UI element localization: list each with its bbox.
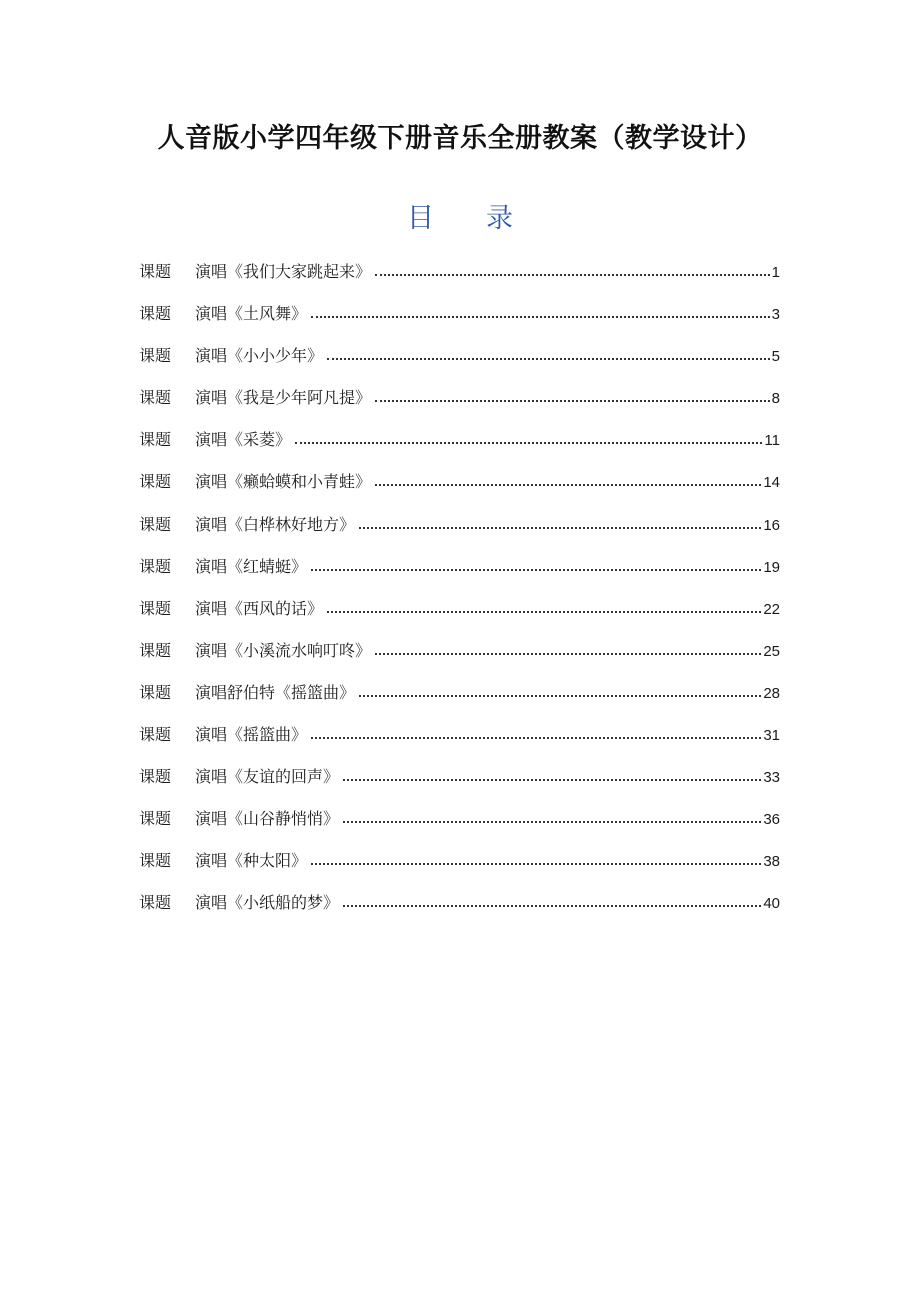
toc-entry[interactable] (139, 596, 780, 638)
toc-entry-title: 演唱《山谷静悄悄》 (195, 809, 340, 829)
toc-entry[interactable] (139, 554, 780, 596)
toc-entry-page: 25 (763, 642, 780, 660)
toc-entry[interactable] (139, 259, 780, 301)
toc-entry-title: 演唱《小小少年》 (195, 346, 324, 366)
toc-entry[interactable] (139, 638, 780, 680)
toc-entry-label: 课题 (139, 556, 172, 576)
toc-entry-label: 课题 (139, 851, 172, 871)
toc-entry-title: 演唱《采菱》 (195, 430, 292, 450)
toc-entry-label: 课题 (139, 767, 172, 787)
toc-entry-label: 课题 (139, 598, 172, 618)
toc-entry-label: 课题 (139, 304, 172, 324)
toc-entry-title: 演唱《友谊的回声》 (195, 767, 340, 787)
toc-dot-leader (375, 262, 770, 280)
toc-entry-label: 课题 (139, 725, 172, 745)
toc-entry-title: 演唱《癞蛤蟆和小青蛙》 (195, 472, 372, 492)
toc-entry-label: 课题 (139, 430, 172, 450)
toc-dot-leader (343, 767, 761, 785)
toc-heading-char-2: 录 (486, 203, 513, 234)
toc-list (139, 259, 780, 933)
toc-dot-leader (375, 472, 761, 490)
toc-entry-title: 演唱《西风的话》 (195, 598, 324, 618)
toc-entry-title: 演唱《土风舞》 (195, 304, 308, 324)
toc-dot-leader (295, 430, 762, 448)
toc-entry[interactable] (139, 427, 780, 469)
toc-entry-title: 演唱《红蜻蜓》 (195, 556, 308, 576)
toc-dot-leader (311, 851, 761, 869)
toc-heading-char-1: 目 (407, 203, 434, 234)
toc-heading (0, 196, 920, 235)
toc-entry-label: 课题 (139, 388, 172, 408)
toc-entry-title: 演唱《摇篮曲》 (195, 725, 308, 745)
toc-entry-title: 演唱《小溪流水响叮咚》 (195, 640, 372, 660)
toc-entry-title: 演唱《小纸船的梦》 (195, 893, 340, 913)
toc-entry-page: 40 (763, 895, 780, 913)
toc-dot-leader (311, 725, 761, 743)
toc-entry-page: 11 (764, 432, 780, 450)
toc-entry-label: 课题 (139, 472, 172, 492)
toc-entry[interactable] (139, 512, 780, 554)
toc-entry[interactable] (139, 343, 780, 385)
toc-entry-page: 8 (771, 390, 780, 408)
toc-entry-title: 演唱《我们大家跳起来》 (195, 262, 372, 281)
toc-dot-leader (375, 388, 770, 406)
toc-entry-title: 演唱《种太阳》 (195, 851, 308, 871)
toc-entry-title: 演唱舒伯特《摇篮曲》 (195, 682, 356, 702)
toc-entry-page: 16 (763, 516, 780, 534)
toc-entry-page: 5 (771, 348, 780, 366)
toc-entry-label: 课题 (139, 809, 172, 829)
toc-entry[interactable] (139, 890, 780, 932)
toc-dot-leader (359, 683, 761, 701)
toc-entry[interactable] (139, 385, 780, 427)
toc-entry-page: 36 (763, 811, 780, 829)
toc-entry-page: 3 (771, 306, 780, 324)
toc-entry-page: 38 (763, 853, 780, 871)
toc-entry-page: 19 (763, 558, 780, 576)
toc-entry-label: 课题 (139, 262, 172, 281)
toc-entry-page: 31 (763, 727, 780, 745)
toc-dot-leader (343, 893, 761, 911)
toc-dot-leader (327, 346, 770, 364)
toc-dot-leader (359, 515, 761, 533)
toc-entry-page: 28 (763, 684, 780, 702)
toc-entry-page: 1 (771, 264, 780, 281)
toc-entry-title: 演唱《白桦林好地方》 (195, 514, 356, 534)
toc-entry[interactable] (139, 301, 780, 343)
toc-dot-leader (327, 599, 761, 617)
toc-entry-label: 课题 (139, 346, 172, 366)
toc-entry-page: 33 (763, 769, 780, 787)
toc-entry[interactable] (139, 680, 780, 722)
toc-entry-page: 22 (763, 600, 780, 618)
toc-entry-label: 课题 (139, 514, 172, 534)
toc-dot-leader (311, 557, 761, 575)
toc-dot-leader (375, 641, 761, 659)
toc-entry[interactable] (139, 469, 780, 511)
toc-entry-label: 课题 (139, 640, 172, 660)
document-title: 人音版小学四年级下册音乐全册教案（教学设计） (157, 123, 763, 154)
toc-dot-leader (343, 809, 761, 827)
toc-entry[interactable] (139, 722, 780, 764)
toc-entry-label: 课题 (139, 893, 172, 913)
toc-entry[interactable] (139, 848, 780, 890)
toc-entry[interactable] (139, 806, 780, 848)
toc-entry[interactable] (139, 764, 780, 806)
toc-entry-label: 课题 (139, 682, 172, 702)
toc-entry-title: 演唱《我是少年阿凡提》 (195, 388, 372, 408)
toc-dot-leader (311, 304, 770, 322)
toc-entry-page: 14 (763, 474, 780, 492)
